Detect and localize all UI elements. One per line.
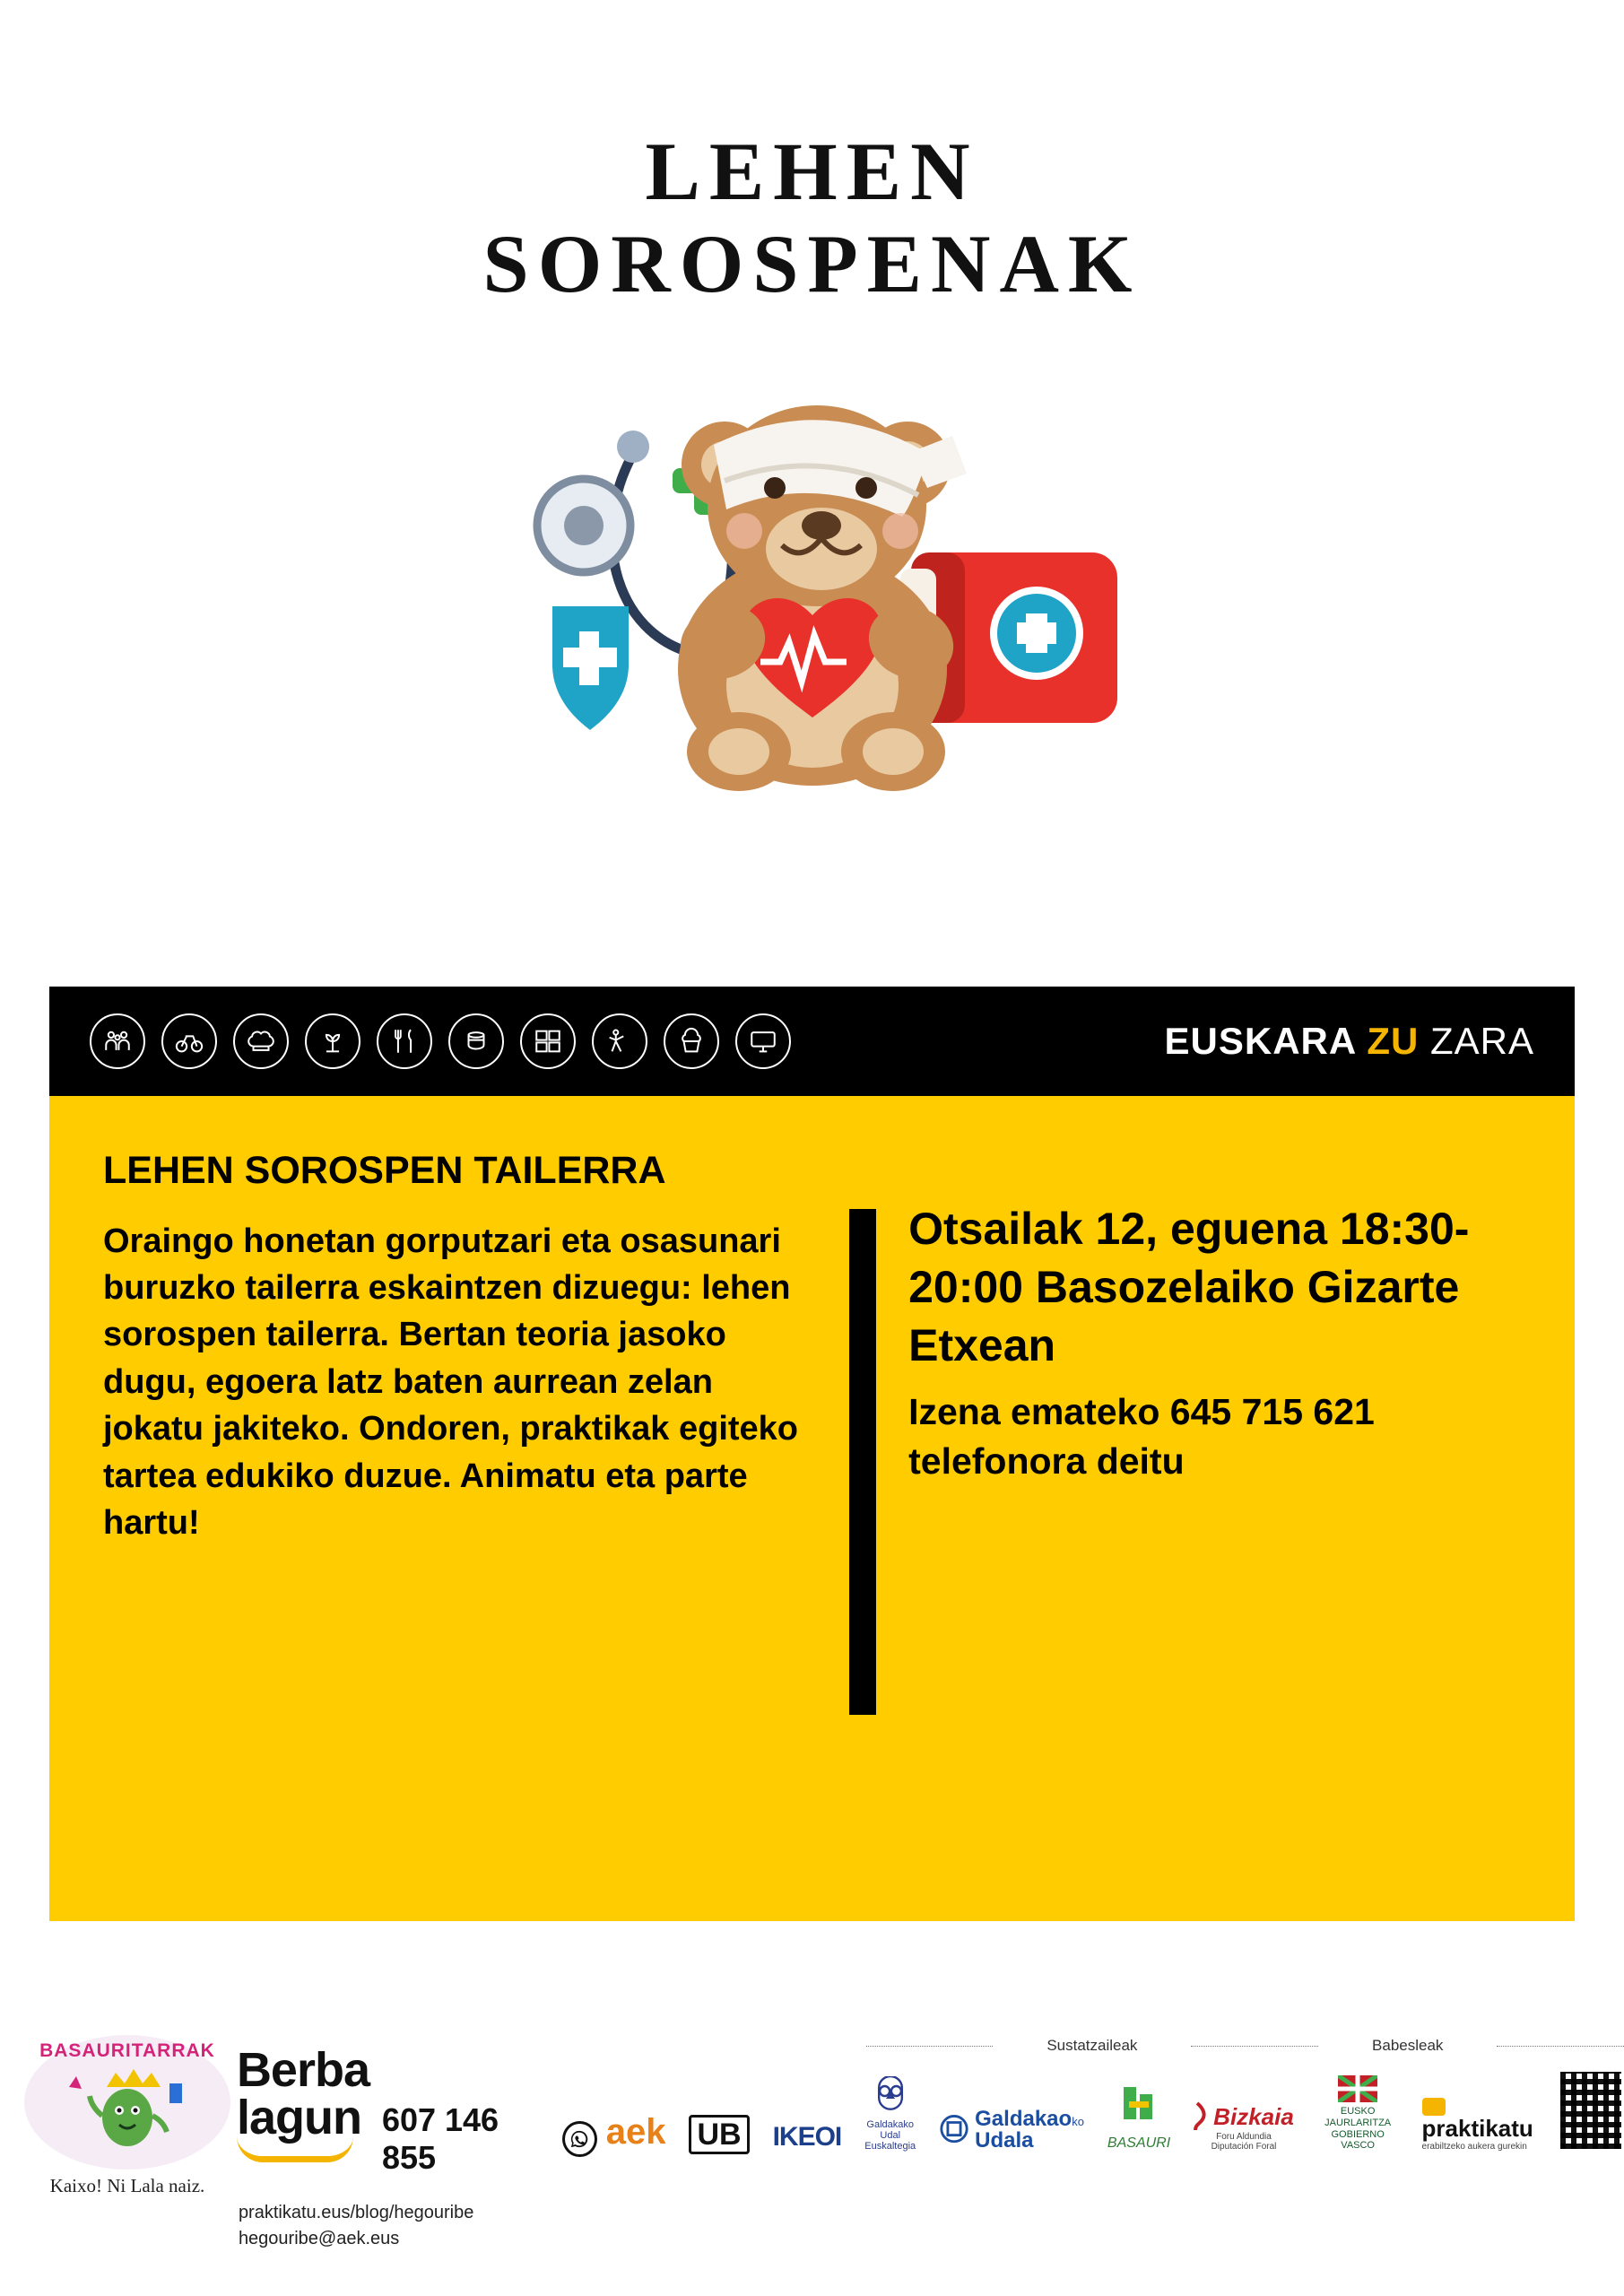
basauri-udala-logo: BASAURI: [1107, 2082, 1170, 2152]
whatsapp-icon: [562, 2121, 596, 2157]
illustration-area: [0, 346, 1624, 848]
slogan: [1165, 1020, 1534, 1063]
page-title: [0, 0, 1624, 310]
bizkaia-logo: Bizkaia Foru Aldundia Diputación Foral: [1194, 2101, 1294, 2152]
basauritarrak-arc-text: BASAURITARRAK: [39, 2040, 215, 2061]
basauri-symbol-icon: [1116, 2082, 1161, 2132]
ikeoi-logo: IKEOI: [772, 2122, 842, 2152]
lagun-word: lagun: [236, 2091, 361, 2145]
bizkaia-mark-icon: [1194, 2101, 1210, 2132]
gardening-icon: [305, 1013, 360, 1069]
workshop-headline: LEHEN SOROSPEN TAILERRA: [103, 1149, 666, 1192]
registration-info: Izena emateko 645 715 621 telefonora deitu: [908, 1391, 1375, 1483]
details-column: [908, 1148, 1521, 1885]
banner-bar: [49, 987, 1575, 1096]
praktikatu-logo: praktikatu erabiltzeko aukera gurekin: [1422, 2098, 1535, 2152]
dotted-rule-right: [1497, 2046, 1624, 2055]
event-datetime-location: Otsailak 12, eguena 18:30-20:00 Basozelaiko Gizarte Etxean: [908, 1204, 1470, 1370]
dotted-rule-mid: [1191, 2046, 1318, 2055]
eusko-jaurlaritza-logo: EUSKO JAURLARITZA GOBIERNO VASCO: [1317, 2075, 1399, 2152]
owl-icon: [871, 2076, 910, 2116]
promoters-label: Sustatzaileak: [1046, 2037, 1138, 2054]
supporters-label: Babesleak: [1372, 2037, 1444, 2054]
slogan-accent: ZU: [1367, 1020, 1420, 1062]
lala-caption: Kaixo! Ni Lala naiz.: [49, 2175, 205, 2196]
galdakao-udala-logo: Galdakaoko Udala: [939, 2109, 1084, 2152]
basque-flag-icon: [1338, 2075, 1377, 2102]
bicycle-icon: [161, 1013, 217, 1069]
phone-number: 607 146 855: [381, 2101, 499, 2177]
lala-mascot-icon: [24, 2035, 230, 2170]
blog-link[interactable]: praktikatu.eus/blog/hegouribe: [238, 2203, 474, 2223]
pottery-icon: [448, 1013, 504, 1069]
cutlery-icon: [377, 1013, 432, 1069]
berba-links: [239, 2200, 597, 2252]
title-line-1: LEHEN: [645, 126, 979, 217]
galdakao-shield-icon: [939, 2112, 969, 2148]
description-column: [103, 1148, 840, 1885]
qr-code[interactable]: [1558, 2069, 1624, 2152]
sponsors-area: [597, 2031, 1624, 2152]
content-panel: [49, 1096, 1575, 1921]
teddy-bear-first-aid-icon: [409, 346, 1216, 813]
contact-phone: [382, 2101, 597, 2177]
sponsor-logos: [597, 2069, 1624, 2152]
galdakao-euskaltegia-logo: Galdakako Udal Euskaltegia: [864, 2076, 916, 2152]
berbalagun-logo: [237, 2031, 597, 2252]
berba-word: Berba: [236, 2043, 369, 2097]
slogan-tail: ZARA: [1419, 1020, 1534, 1062]
sponsor-labels: [597, 2037, 1624, 2055]
email-link[interactable]: hegouribe@aek.eus: [238, 2229, 400, 2249]
slogan-main: EUSKARA: [1164, 1020, 1368, 1062]
ub-logo: UB: [689, 2118, 749, 2152]
vertical-divider: [849, 1209, 876, 1715]
dotted-rule-left: [866, 2046, 994, 2055]
basauritarrak-logo: [0, 2031, 237, 2197]
activity-icon-row: [90, 1013, 791, 1069]
family-icon: [90, 1013, 145, 1069]
footer: [0, 2031, 1624, 2296]
aek-logo: aek: [605, 2112, 666, 2152]
workshop-description: Oraingo honetan gorputzari eta osasunari buruzko tailerra eskaintzen dizuegu: lehen sorospen tailerra. Bertan teoria jasoko dugu, egoera latz baten aurrean zelan jokatu jakiteko. Ondoren, praktikak egiteko tartea edukiko duzue. Animatu eta parte hartu!: [103, 1222, 799, 1543]
dance-icon: [592, 1013, 647, 1069]
cupcake-icon: [664, 1013, 719, 1069]
chef-hat-icon: [233, 1013, 289, 1069]
speech-bubble-icon: [1422, 2098, 1446, 2116]
photo-frames-icon: [520, 1013, 576, 1069]
title-line-2: SOROSPENAK: [482, 218, 1142, 310]
computer-icon: [735, 1013, 791, 1069]
